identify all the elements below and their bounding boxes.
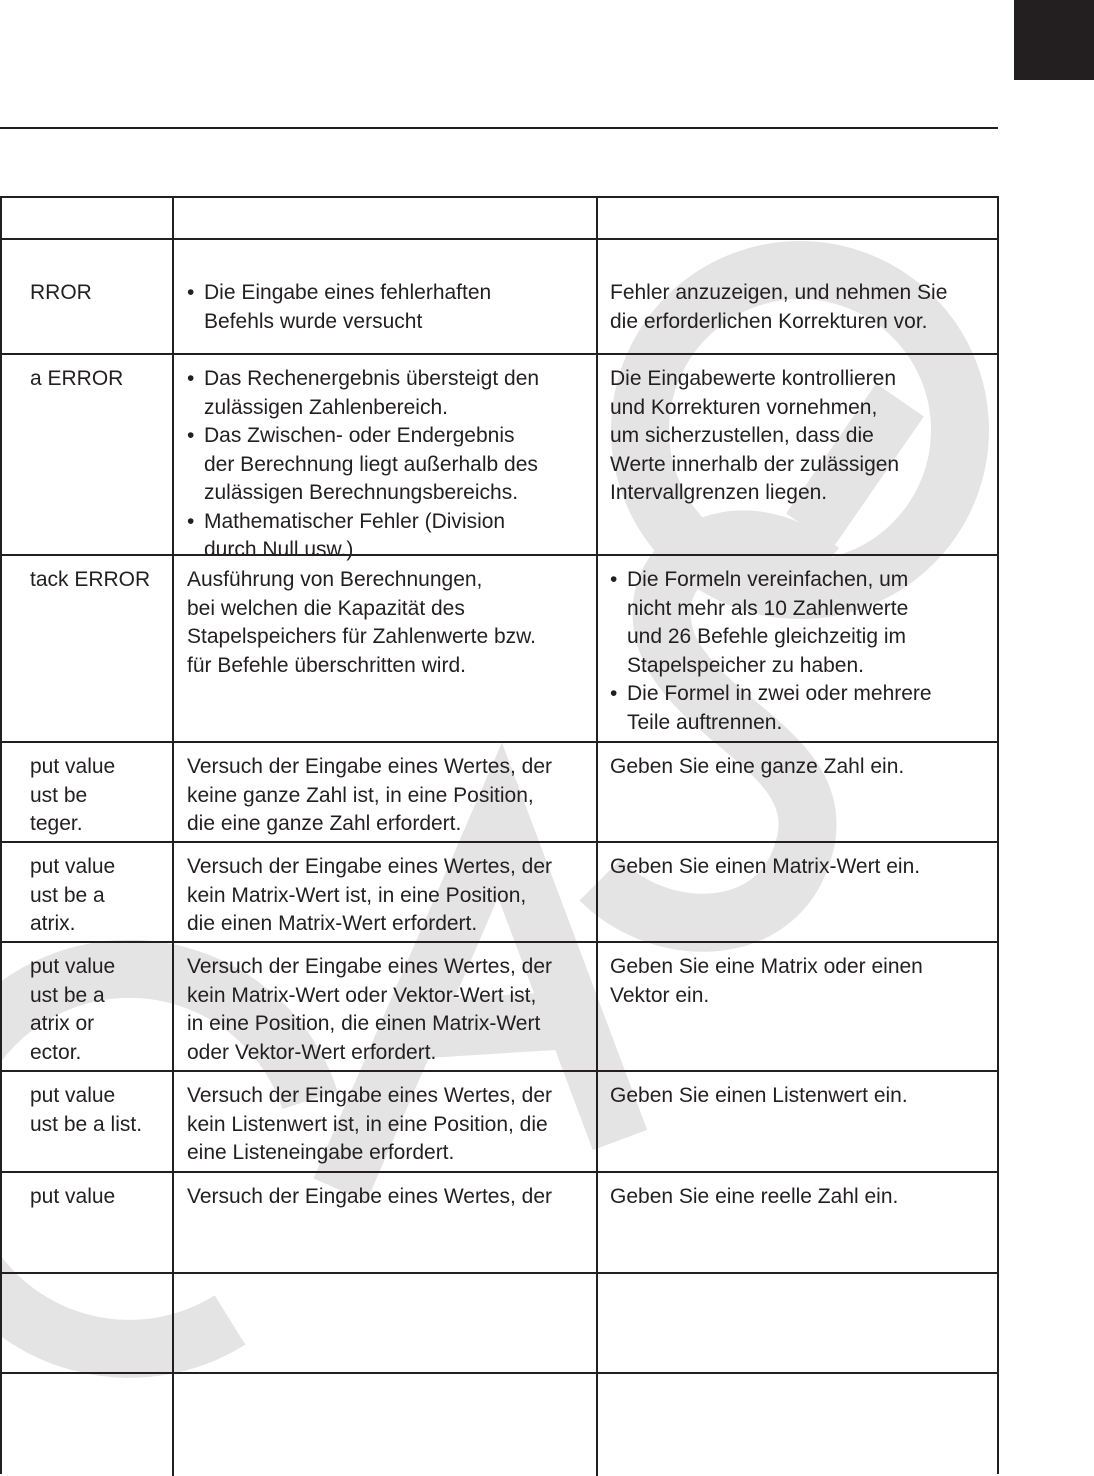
- cell-text-line: die einen Matrix-Wert erfordert.: [187, 912, 478, 935]
- cell-meaning: [174, 355, 598, 561]
- cell-text-line: Geben Sie eine Matrix oder einen: [610, 955, 923, 978]
- cell-meaning: [174, 556, 598, 741]
- cell-message: [2, 943, 174, 1070]
- cell-text-line: tack ERROR: [30, 568, 151, 591]
- table-header-row: [2, 198, 997, 240]
- cell-message: [2, 1072, 174, 1171]
- cell-countermeasure: [598, 198, 997, 238]
- cell-text-line: Versuch der Eingabe eines Wertes, der: [187, 755, 552, 778]
- bullet-text-line: durch Null usw.): [204, 538, 354, 561]
- bullet-text-line: • Die Formeln vereinfachen, um: [610, 566, 989, 595]
- cell-message: [2, 198, 174, 238]
- cell-text-line: Werte innerhalb der zulässigen: [610, 452, 900, 476]
- cell-text-line: keine ganze Zahl ist, in eine Position,: [187, 783, 534, 807]
- cell-text-line: Ausführung von Berechnungen,: [187, 568, 483, 591]
- cell-countermeasure: [598, 556, 997, 741]
- cell-countermeasure: [598, 843, 997, 941]
- table-row: [2, 1274, 997, 1374]
- cell-text-line: Geben Sie einen Listenwert ein.: [610, 1084, 908, 1107]
- bullet-text-line: der Berechnung liegt außerhalb des: [204, 452, 538, 476]
- cell-countermeasure: [598, 1072, 997, 1171]
- cell-countermeasure: [598, 1173, 997, 1272]
- cell-text-line: Versuch der Eingabe eines Wertes, der: [187, 1185, 552, 1208]
- cell-text-line: ust be a: [30, 983, 105, 1007]
- cell-text-line: Intervallgrenzen liegen.: [610, 481, 828, 504]
- bullet-text-line: zulässigen Berechnungsbereichs.: [204, 481, 519, 504]
- cell-meaning: [174, 843, 598, 941]
- bullet-item: [610, 566, 989, 680]
- cell-text-line: put value: [30, 1185, 116, 1208]
- cell-text-line: ust be a: [30, 883, 105, 907]
- bullet-text-line: nicht mehr als 10 Zahlenwerte: [627, 596, 909, 620]
- cell-text-line: Versuch der Eingabe eines Wertes, der: [187, 855, 552, 878]
- cell-text-line: um sicherzustellen, dass die: [610, 424, 874, 447]
- bullet-text-line: Stapelspeicher zu haben.: [627, 653, 864, 677]
- cell-message: [2, 743, 174, 841]
- cell-message: [2, 1374, 174, 1476]
- cell-meaning: [174, 743, 598, 841]
- cell-meaning: [174, 1072, 598, 1171]
- cell-text-line: Geben Sie eine reelle Zahl ein.: [610, 1185, 899, 1208]
- cell-text-line: ust be a list.: [30, 1112, 143, 1136]
- corner-tab: [1014, 0, 1094, 80]
- bullet-text-line: • Das Rechenergebnis übersteigt den: [187, 365, 588, 394]
- table-row: [2, 1374, 997, 1476]
- cell-meaning: [174, 1173, 598, 1272]
- cell-text-line: für Befehle überschritten wird.: [187, 653, 466, 677]
- table-row: [2, 1072, 997, 1173]
- bullet-text-line: Befehls wurde versucht: [204, 309, 423, 333]
- cell-text-line: bei welchen die Kapazität des: [187, 596, 465, 620]
- table-row: [2, 355, 997, 561]
- table-row: [2, 943, 997, 1072]
- cell-text-line: atrix.: [30, 912, 76, 935]
- cell-text-line: oder Vektor-Wert erfordert.: [187, 1040, 437, 1064]
- cell-message: [2, 355, 174, 554]
- cell-countermeasure: [598, 1274, 997, 1372]
- cell-text-line: put value: [30, 855, 116, 878]
- cell-text-line: teger.: [30, 812, 83, 835]
- table-row: [2, 843, 997, 943]
- cell-text-line: Fehler anzuzeigen, und nehmen Sie: [610, 281, 948, 304]
- cell-text-line: put value: [30, 1084, 116, 1107]
- cell-text-line: die erforderlichen Korrekturen vor.: [610, 309, 928, 333]
- cell-countermeasure: [598, 1374, 997, 1476]
- table-row: [2, 240, 997, 355]
- bullet-item: [187, 365, 588, 422]
- cell-meaning: [174, 240, 598, 353]
- bullet-text-line: • Die Eingabe eines fehlerhaften: [187, 279, 588, 308]
- bullet-text-line: • Mathematischer Fehler (Division: [187, 508, 588, 537]
- bullet-text-line: • Das Zwischen- oder Endergebnis: [187, 422, 588, 451]
- cell-text-line: in eine Position, die einen Matrix-Wert: [187, 1012, 541, 1035]
- cell-text-line: a ERROR: [30, 367, 124, 390]
- cell-countermeasure: [598, 240, 997, 353]
- cell-message: [2, 843, 174, 941]
- cell-text-line: atrix or: [30, 1012, 95, 1035]
- cell-meaning: [174, 198, 598, 238]
- table-row: [2, 1173, 997, 1274]
- cell-text-line: Versuch der Eingabe eines Wertes, der: [187, 955, 552, 978]
- cell-text-line: Geben Sie einen Matrix-Wert ein.: [610, 855, 921, 878]
- cell-text-line: Geben Sie eine ganze Zahl ein.: [610, 755, 905, 778]
- cell-text-line: kein Matrix-Wert ist, in eine Position,: [187, 883, 527, 907]
- cell-text-line: Vektor ein.: [610, 983, 710, 1007]
- table-row: [2, 556, 997, 743]
- cell-text-line: Versuch der Eingabe eines Wertes, der: [187, 1084, 552, 1107]
- cell-text-line: put value: [30, 755, 116, 778]
- cell-countermeasure: [598, 943, 997, 1070]
- cell-text-line: und Korrekturen vornehmen,: [610, 395, 878, 419]
- table-row: [2, 743, 997, 843]
- bullet-item: [610, 680, 989, 737]
- cell-text-line: RROR: [30, 281, 92, 304]
- top-rule: [0, 127, 998, 129]
- cell-countermeasure: [598, 355, 997, 554]
- cell-text-line: kein Listenwert ist, in eine Position, die: [187, 1112, 548, 1136]
- bullet-text-line: Teile auftrennen.: [627, 710, 783, 734]
- cell-text-line: ector.: [30, 1040, 82, 1064]
- cell-countermeasure: [598, 743, 997, 841]
- bullet-text-line: und 26 Befehle gleichzeitig im: [627, 625, 907, 648]
- cell-text-line: Stapelspeichers für Zahlenwerte bzw.: [187, 625, 537, 648]
- cell-text-line: die eine ganze Zahl erfordert.: [187, 812, 462, 835]
- cell-text-line: eine Listeneingabe erfordert.: [187, 1141, 455, 1164]
- bullet-text-line: zulässigen Zahlenbereich.: [204, 395, 448, 419]
- bullet-item: [187, 422, 588, 508]
- cell-text-line: Die Eingabewerte kontrollieren: [610, 367, 896, 390]
- error-table: [0, 196, 999, 1474]
- cell-meaning: [174, 943, 598, 1070]
- bullet-item: [187, 279, 588, 336]
- cell-message: [2, 556, 174, 741]
- cell-message: [2, 1173, 174, 1272]
- cell-message: [2, 1274, 174, 1372]
- cell-message: [2, 240, 174, 353]
- cell-text-line: put value: [30, 955, 116, 978]
- bullet-text-line: • Die Formel in zwei oder mehrere: [610, 680, 989, 709]
- cell-text-line: kein Matrix-Wert oder Vektor-Wert ist,: [187, 983, 537, 1007]
- cell-meaning: [174, 1274, 598, 1372]
- cell-meaning: [174, 1374, 598, 1476]
- cell-text-line: ust be: [30, 783, 88, 807]
